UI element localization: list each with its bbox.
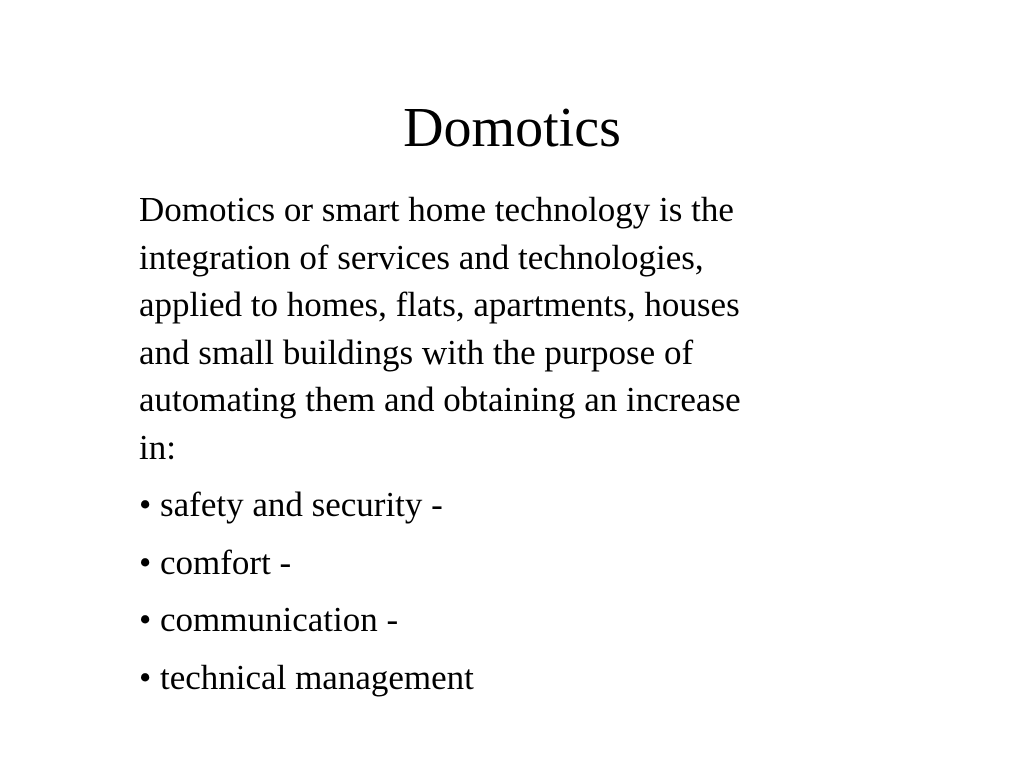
paragraph-line: and small buildings with the purpose of [139, 332, 694, 372]
bullet-comfort: • comfort - [139, 542, 292, 582]
intro-paragraph [139, 186, 859, 471]
paragraph-line: automating them and obtaining an increase [139, 380, 741, 419]
bullet-list [139, 481, 859, 701]
bullet-technical-management: • technical management [139, 657, 474, 697]
paragraph-line: applied to homes, flats, apartments, houses [139, 285, 740, 324]
slide-body [139, 186, 859, 711]
paragraph-line: integration of services and technologies, [139, 237, 704, 277]
bullet-communication: • communication - [139, 600, 399, 639]
paragraph-line: Domotics or smart home technology is the [139, 190, 734, 229]
slide-title: Domotics [403, 97, 621, 159]
paragraph-line: in: [139, 427, 176, 467]
bullet-safety-and-security: • safety and security - [139, 485, 443, 524]
